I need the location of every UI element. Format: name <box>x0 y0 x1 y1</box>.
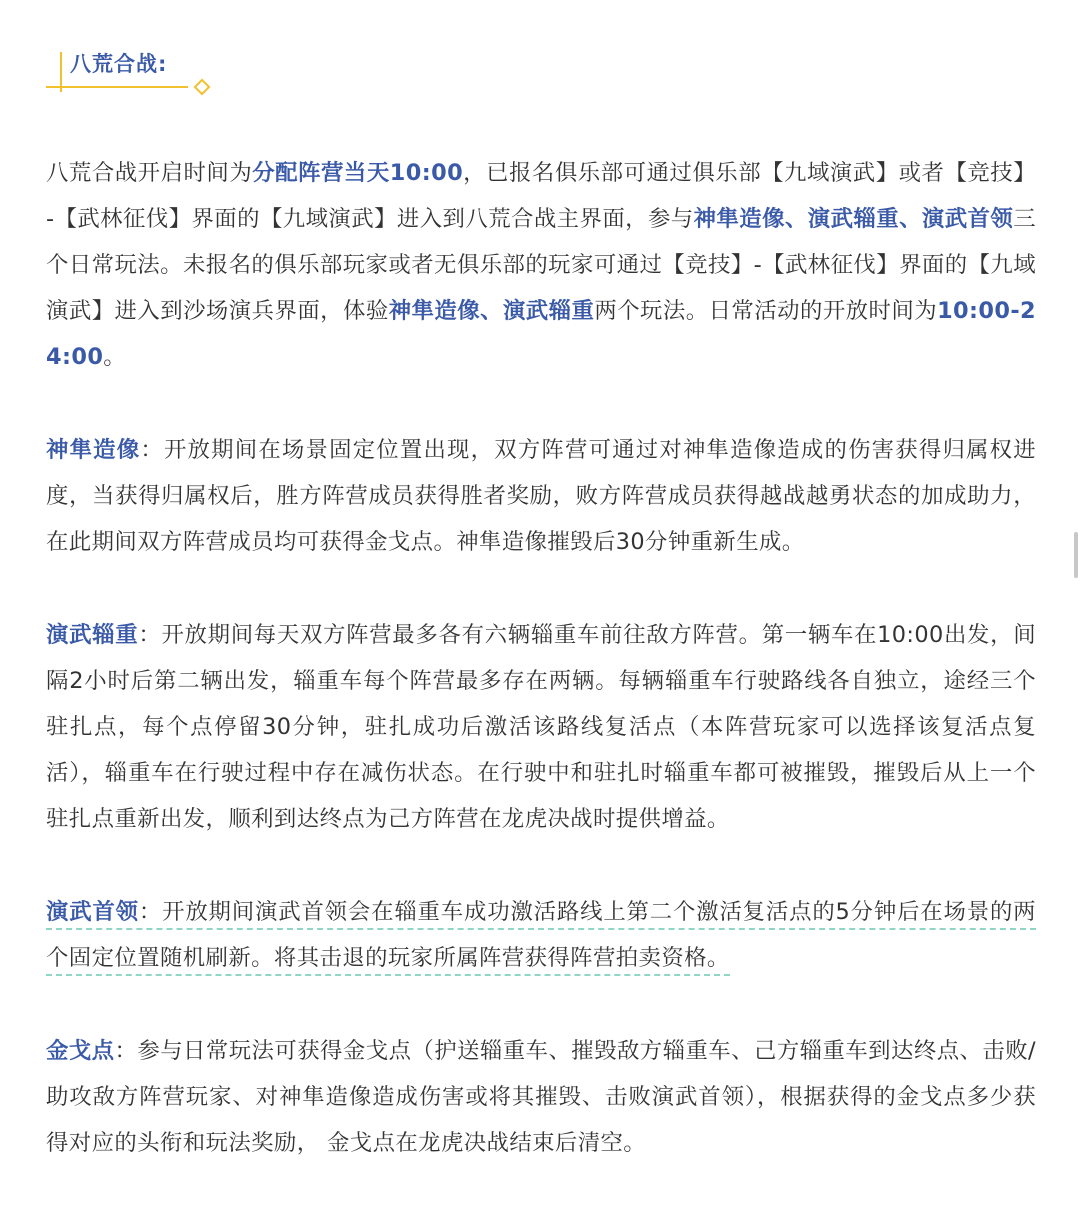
highlight-daily-modes: 神隼造像、演武辎重、演武首领 <box>693 206 1014 232</box>
intro-text: 两个玩法。日常活动的开放时间为 <box>594 298 938 324</box>
intro-text: 八荒合战开启时间为 <box>46 160 253 186</box>
boss-underlined-text <box>46 899 1036 976</box>
jinge-text: ：参与日常玩法可获得金戈点（护送辎重车、摧毁敌方辎重车、己方辎重车到达终点、击败/助攻敌方阵营玩家、对神隼造像造成伤害或将其摧毁、击败演武首领），根据获得的金戈点多少获得对应的头衔和玩法奖励， 金戈点在龙虎决战结束后清空。 <box>46 1038 1036 1156</box>
intro-text: 。 <box>103 344 127 370</box>
highlight-trial-modes: 神隼造像、演武辎重 <box>388 298 595 324</box>
scrollbar-thumb[interactable] <box>1074 532 1078 578</box>
article-body <box>46 150 1036 1213</box>
zizhong-paragraph <box>46 612 1036 842</box>
jinge-paragraph <box>46 1028 1036 1166</box>
shensun-label: 神隼造像 <box>46 437 141 463</box>
section-header <box>46 44 216 100</box>
header-horizontal-line <box>46 86 188 88</box>
boss-paragraph <box>46 889 1036 981</box>
zizhong-text: ：开放期间每天双方阵营最多各有六辆辎重车前往敌方阵营。第一辆车在10:00出发，间隔2小时后第二辆出发，辎重车每个阵营最多存在两辆。每辆辎重车行驶路线各自独立，途经三个驻扎点，每个点停留30分钟，驻扎成功后激活该路线复活点（本阵营玩家可以选择该复活点复活），辎重车在行驶过程中存在减伤状态。在行驶中和驻扎时辎重车都可被摧毁，摧毁后从上一个驻扎点重新出发，顺利到达终点为己方阵营在龙虎决战时提供增益。 <box>46 622 1036 832</box>
boss-label: 演武首领 <box>46 899 139 925</box>
intro-paragraph <box>46 150 1036 380</box>
highlight-open-time: 分配阵营当天10:00 <box>252 160 464 186</box>
jinge-label: 金戈点 <box>46 1038 115 1064</box>
shensun-text: ：开放期间在场景固定位置出现，双方阵营可通过对神隼造像造成的伤害获得归属权进度，当获得归属权后，胜方阵营成员获得胜者奖励，败方阵营成员获得越战越勇状态的加成助力，在此期间双方阵营成员均可获得金戈点。神隼造像摧毁后30分钟重新生成。 <box>46 437 1037 555</box>
zizhong-label: 演武辎重 <box>46 622 139 648</box>
intro-text: ，已报名俱乐部可通过俱乐部【九域演武】或者【竞技】-【武林征伐】界面的【九域演武】进入到八荒合战主界面，参与 <box>46 160 1036 232</box>
shensun-paragraph <box>46 427 1036 565</box>
boss-text: ：开放期间演武首领会在辎重车成功激活路线上第二个激活复活点的5分钟后在场景的两个固定位置随机刷新。将其击退的玩家所属阵营获得阵营拍卖资格。 <box>46 899 1036 971</box>
diamond-icon <box>194 79 211 96</box>
highlight-daily-hours: 10:00-24:00 <box>46 298 1037 370</box>
intro-text: 三个日常玩法。未报名的俱乐部玩家或者无俱乐部的玩家可通过【竞技】-【武林征伐】界面的【九域演武】进入到沙场演兵界面，体验 <box>46 206 1036 324</box>
section-title: 八荒合战: <box>70 52 168 76</box>
